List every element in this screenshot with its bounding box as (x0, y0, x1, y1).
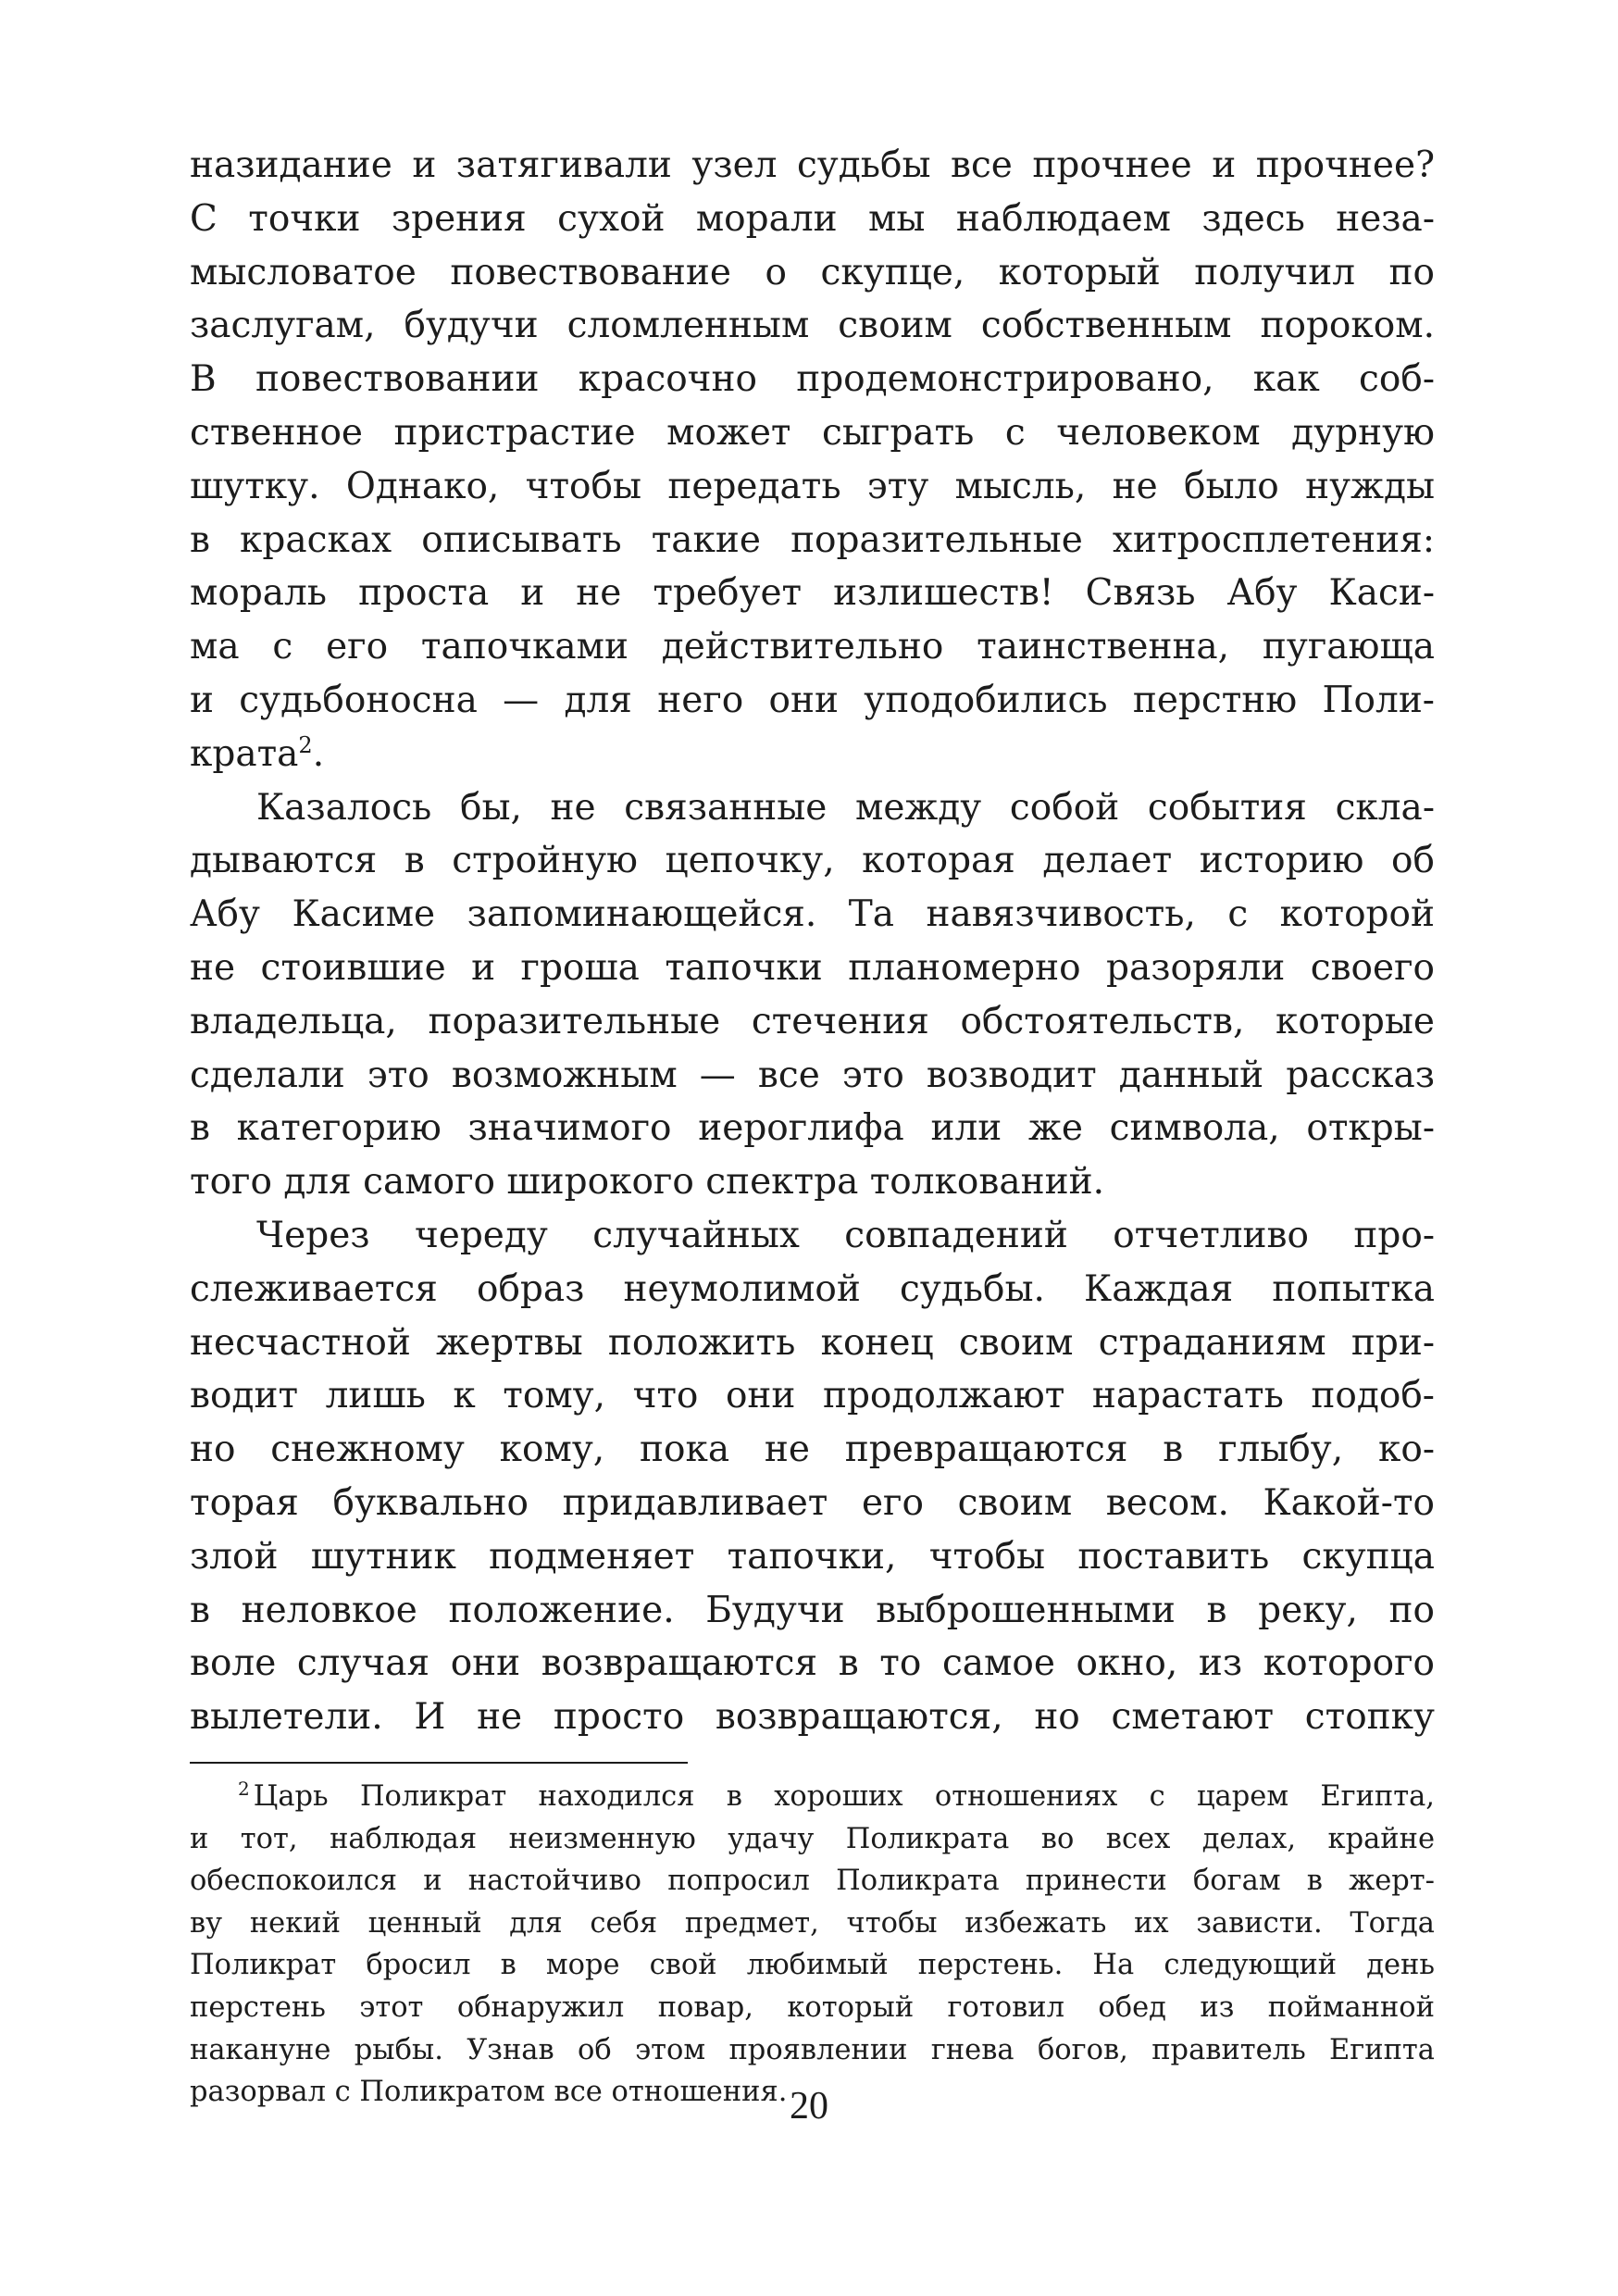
text-line: назидание и затягивали узел судьбы все прочнее и прочнее? (190, 144, 1435, 186)
text-line: дываются в стройную цепочку, которая делает историю об (190, 840, 1435, 882)
footnote-line: ву некий ценный для себя предмет, чтобы избежать их зависти. Тогда (190, 1906, 1435, 1940)
text-line: в неловкое положение. Будучи выброшенными в реку, по (190, 1589, 1435, 1631)
text-line: Казалось бы, не связанные между собой события скла- (256, 786, 1435, 829)
text-line-content: крата (190, 732, 299, 775)
text-line: С точки зрения сухой морали мы наблюдаем здесь неза- (190, 197, 1435, 240)
text-line-tail: . (312, 732, 325, 775)
text-line: водит лишь к тому, что они продолжают нарастать подоб- (190, 1375, 1435, 1417)
text-line: злой шутник подменяет тапочки, чтобы поставить скупца (190, 1535, 1435, 1578)
text-line: шутку. Однако, чтобы передать эту мысль, не было нужды (190, 465, 1435, 507)
text-line: и судьбоносна — для него они уподобились перстню Поли- (190, 679, 1435, 721)
text-line: воле случая они возвращаются в то самое окно, из которого (190, 1642, 1435, 1685)
text-line: заслугам, будучи сломленным своим собственным пороком. (190, 305, 1435, 347)
text-line: сделали это возможным — все это возводит данный рассказ (190, 1054, 1435, 1096)
footnote-reference[interactable]: 2 (298, 731, 313, 758)
text-line: в красках описывать такие поразительные хитросплетения: (190, 518, 1435, 561)
text-line: Через череду случайных совпадений отчетливо про- (256, 1214, 1435, 1256)
footnote-line (190, 1776, 1435, 1818)
footnote-line: накануне рыбы. Узнав об этом проявлении гнева богов, правитель Египта (190, 2033, 1435, 2066)
footnote-line: перстень этот обнаружил повар, который готовил обед из пойманной (190, 1990, 1435, 2024)
text-line: мораль проста и не требует излишеств! Связь Абу Каси- (190, 572, 1435, 615)
text-line: Абу Касиме запоминающейся. Та навязчивость, с которой (190, 893, 1435, 936)
text-line: владельца, поразительные стечения обстоятельств, которые (190, 1000, 1435, 1042)
footnote-line: и тот, наблюдая неизменную удачу Поликрата во всех делах, крайне (190, 1822, 1435, 1855)
text-line: мысловатое повествование о скупце, который получил по (190, 251, 1435, 293)
text-line (190, 728, 1435, 781)
text-line: в категорию значимого иероглифа или же символа, откры- (190, 1107, 1435, 1150)
footnote-divider (190, 1762, 688, 1764)
footnote (190, 1776, 1435, 2114)
footnote-line: обеспокоился и настойчиво попросил Поликрата принести богам в жерт- (190, 1865, 1435, 1898)
text-line: слеживается образ неумолимой судьбы. Каждая попытка (190, 1267, 1435, 1310)
text-line: ственное пристрастие может сыграть с человеком дурную (190, 411, 1435, 454)
text-line: В повествовании красочно продемонстрировано, как соб- (190, 358, 1435, 401)
text-line: не стоившие и гроша тапочки планомерно разоряли своего (190, 946, 1435, 989)
main-text (190, 139, 1435, 1744)
footnote-line: разорвал с Поликратом все отношения. (190, 2076, 788, 2109)
text-line: ма с его тапочками действительно таинственна, пугающа (190, 626, 1435, 668)
text-line: того для самого широкого спектра толкований. (190, 1161, 1104, 1204)
text-line: но снежному кому, пока не превращаются в глыбу, ко- (190, 1429, 1435, 1471)
footnote-number: 2 (238, 1777, 250, 1800)
page-number: 20 (790, 2085, 828, 2128)
footnote-line-content: Царь Поликрат находился в хороших отношениях с царем Египта, (253, 1780, 1435, 1813)
footnote-line: Поликрат бросил в море свой любимый перстень. На следующий день (190, 1949, 1435, 1982)
text-line: торая буквально придавливает его своим весом. Какой-то (190, 1481, 1435, 1524)
text-line: несчастной жертвы положить конец своим страданиям при- (190, 1321, 1435, 1364)
text-line: вылетели. И не просто возвращаются, но сметают стопку (190, 1696, 1435, 1739)
